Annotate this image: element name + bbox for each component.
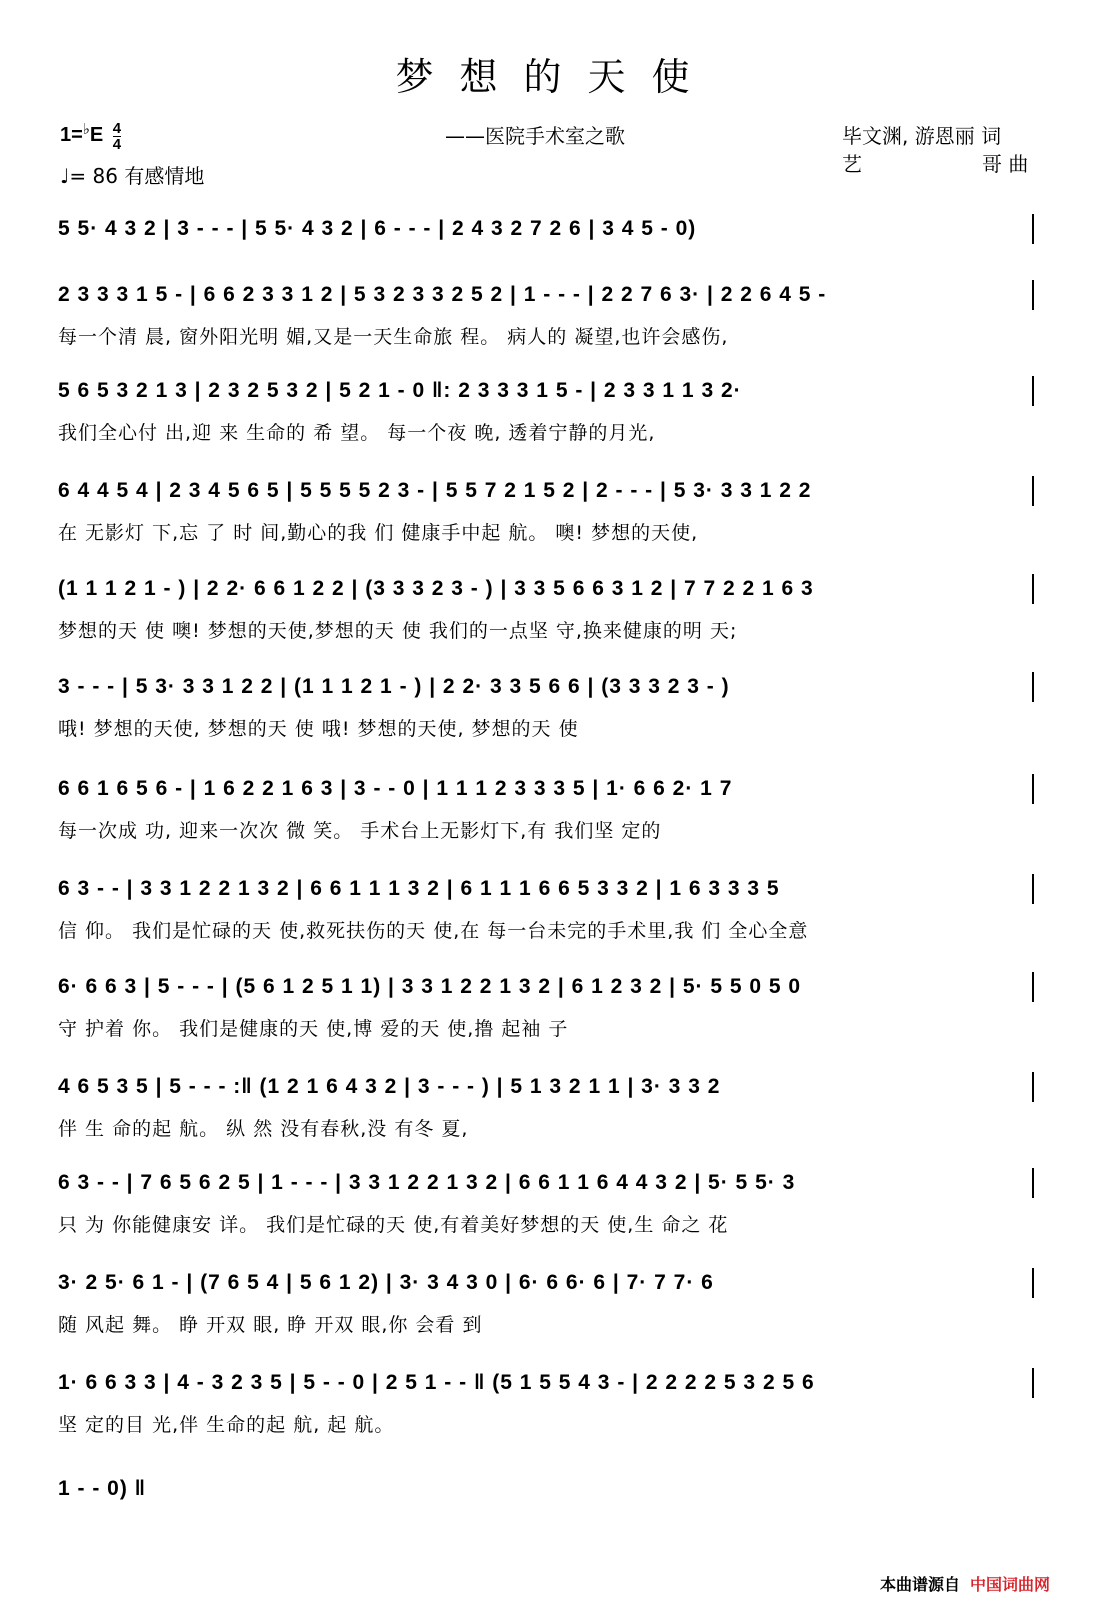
lyric-line: 每一个清 晨, 窗外阳光明 媚,又是一天生命旅 程。 病人的 凝望,也许会感伤, <box>58 326 729 348</box>
barline <box>1032 214 1034 244</box>
lyric-line: 在 无影灯 下,忘 了 时 间,勤心的我 们 健康手中起 航。 噢! 梦想的天使, <box>58 522 699 544</box>
notation-line: 4 6 5 3 5 | 5 - - - :‖ (1 2 1 6 4 3 2 | 3 - - - ) | 5 1 3 2 1 1 | 3· 3 3 2 <box>58 1075 721 1098</box>
barline <box>1032 1268 1034 1298</box>
barline <box>1032 1072 1034 1102</box>
time-bottom: 4 <box>112 136 122 153</box>
lyric-line: 信 仰。 我们是忙碌的天 使,救死扶伤的天 使,在 每一台未完的手术里,我 们 全心全意 <box>58 920 809 942</box>
barline <box>1032 874 1034 904</box>
lyric-line: 守 护着 你。 我们是健康的天 使,博 爱的天 使,撸 起袖 子 <box>58 1018 569 1040</box>
subtitle: ——医院手术室之歌 <box>445 124 625 148</box>
notation-line: 3· 2 5· 6 1 - | (7 6 5 4 | 5 6 1 2) | 3· 3 4 3 0 | 6· 6 6· 6 | 7· 7 7· 6 <box>58 1271 714 1294</box>
barline <box>1032 1168 1034 1198</box>
lyric-line: 坚 定的目 光,伴 生命的起 航, 起 航。 <box>58 1414 395 1436</box>
notation-line: 1 - - 0) ‖ <box>58 1477 147 1500</box>
barline <box>1032 774 1034 804</box>
barline <box>1032 280 1034 310</box>
barline <box>1032 1368 1034 1398</box>
source-label: 本曲谱源自 <box>880 1575 961 1594</box>
notation-line: 3 - - - | 5 3· 3 3 1 2 2 | (1 1 1 2 1 - ) | 2 2· 3 3 5 6 6 | (3 3 3 2 3 - ) <box>58 675 730 698</box>
key-signature <box>60 120 121 152</box>
notation-line: 2 3 3 3 1 5 - | 6 6 2 3 3 1 2 | 5 3 2 3 3 2 5 2 | 1 - - - | 2 2 7 6 3· | 2 2 6 4 5 - <box>58 283 827 306</box>
notation-line: (1 1 1 2 1 - ) | 2 2· 6 6 1 2 2 | (3 3 3 2 3 - ) | 3 3 5 6 6 3 1 2 | 7 7 2 2 1 6 3 <box>58 577 814 600</box>
time-top: 4 <box>112 120 122 137</box>
lyric-line: 随 风起 舞。 睁 开双 眼, 睁 开双 眼,你 会看 到 <box>58 1314 483 1336</box>
notation-line: 6 3 - - | 7 6 5 6 2 5 | 1 - - - | 3 3 1 2 2 1 3 2 | 6 6 1 1 6 4 4 3 2 | 5· 5 5· 3 <box>58 1171 796 1194</box>
flat-symbol: ♭ <box>82 121 90 138</box>
notation-line: 1· 6 6 3 3 | 4 - 3 2 3 5 | 5 - - 0 | 2 5 1 - - ‖ (5 1 5 5 4 3 - | 2 2 2 2 5 3 2 5 6 <box>58 1371 815 1394</box>
composer-name: 艺 <box>842 152 862 176</box>
notation-line: 5 6 5 3 2 1 3 | 2 3 2 5 3 2 | 5 2 1 - 0 ‖: 2 3 3 3 1 5 - | 2 3 3 1 1 3 2· <box>58 379 742 402</box>
lyricist-credit: 毕文渊, 游恩丽 词 <box>842 124 1002 148</box>
source-site-link[interactable]: 中国词曲网 <box>970 1575 1051 1594</box>
lyric-line: 哦! 梦想的天使, 梦想的天 使 哦! 梦想的天使, 梦想的天 使 <box>58 718 579 740</box>
lyric-line: 我们全心付 出,迎 来 生命的 希 望。 每一个夜 晚, 透着宁静的月光, <box>58 422 656 444</box>
lyric-line: 每一次成 功, 迎来一次次 微 笑。 手术台上无影灯下,有 我们坚 定的 <box>58 820 662 842</box>
composer-suffix: 哥 曲 <box>982 152 1029 176</box>
lyric-line: 伴 生 命的起 航。 纵 然 没有春秋,没 有冬 夏, <box>58 1118 469 1140</box>
notation-line: 6 4 4 5 4 | 2 3 4 5 6 5 | 5 5 5 5 2 3 - | 5 5 7 2 1 5 2 | 2 - - - | 5 3· 3 3 1 2 2 <box>58 479 812 502</box>
barline <box>1032 574 1034 604</box>
tempo-marking: ♩= 86 有感情地 <box>60 164 205 188</box>
lyric-line: 梦想的天 使 噢! 梦想的天使,梦想的天 使 我们的一点坚 守,换来健康的明 天; <box>58 620 738 642</box>
barline <box>1032 672 1034 702</box>
source-credit <box>880 1572 1050 1595</box>
notation-line: 6· 6 6 3 | 5 - - - | (5 6 1 2 5 1 1) | 3 3 1 2 2 1 3 2 | 6 1 2 3 2 | 5· 5 5 0 5 0 <box>58 975 802 998</box>
barline <box>1032 376 1034 406</box>
key-note: E <box>89 124 104 146</box>
time-signature <box>113 121 121 152</box>
key-label: 1= <box>60 124 83 146</box>
notation-line: 5 5· 4 3 2 | 3 - - - | 5 5· 4 3 2 | 6 - - - | 2 4 3 2 7 2 6 | 3 4 5 - 0) <box>58 217 697 240</box>
barline <box>1032 972 1034 1002</box>
lyric-line: 只 为 你能健康安 详。 我们是忙碌的天 使,有着美好梦想的天 使,生 命之 花 <box>58 1214 729 1236</box>
song-title: 梦想的天使 <box>395 55 716 99</box>
notation-line: 6 3 - - | 3 3 1 2 2 1 3 2 | 6 6 1 1 1 3 2 | 6 1 1 1 6 6 5 3 3 2 | 1 6 3 3 3 5 <box>58 877 780 900</box>
barline <box>1032 476 1034 506</box>
notation-line: 6 6 1 6 5 6 - | 1 6 2 2 1 6 3 | 3 - - 0 | 1 1 1 2 3 3 3 5 | 1· 6 6 2· 1 7 <box>58 777 733 800</box>
